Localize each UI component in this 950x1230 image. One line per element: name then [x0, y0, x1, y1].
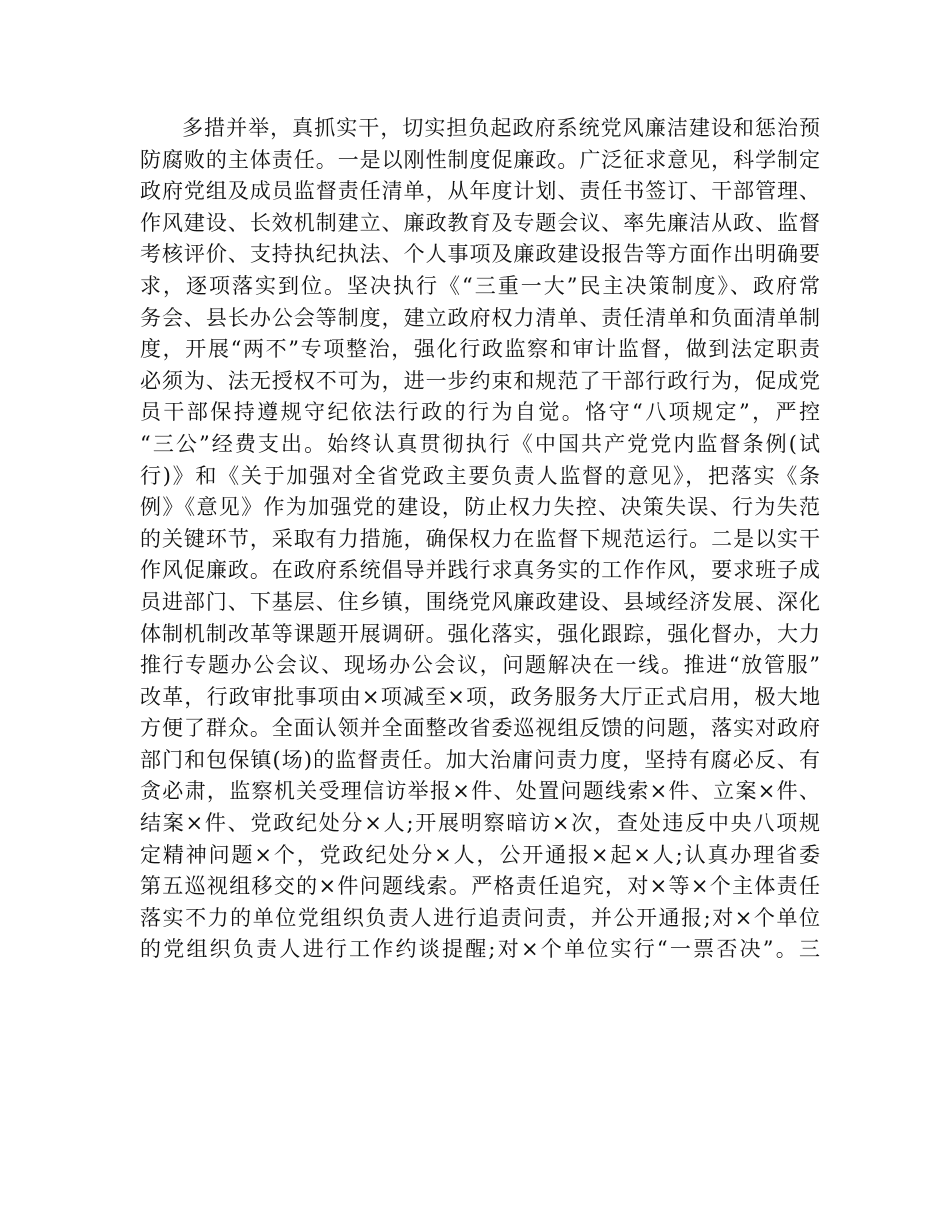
text-line: 考核评价、支持执纪执法、个人事项及廉政建设报告等方面作出明确要: [140, 242, 820, 267]
text-line: 例》《意见》作为加强党的建设，防止权力失控、决策失误、行为失范: [140, 495, 820, 520]
text-line: 落实不力的单位党组织负责人进行追责问责，并公开通报;对×个单位: [140, 905, 820, 930]
text-line: 度，开展“两不”专项整治，强化行政监察和审计监督，做到法定职责: [140, 337, 820, 362]
text-line: 方便了群众。全面认领并全面整改省委巡视组反馈的问题，落实对政府: [140, 716, 820, 741]
text-line: 第五巡视组移交的×件问题线索。严格责任追究，对×等×个主体责任: [140, 874, 820, 899]
text-line: 推行专题办公会议、现场办公会议，问题解决在一线。推进“放管服”: [140, 653, 820, 678]
text-line: 员干部保持遵规守纪依法行政的行为自觉。恪守“八项规定”，严控: [140, 400, 820, 425]
text-line: 作风促廉政。在政府系统倡导并践行求真务实的工作作风，要求班子成: [140, 558, 820, 583]
text-line: 结案×件、党政纪处分×人;开展明察暗访×次，查处违反中央八项规: [140, 811, 820, 836]
text-line: 防腐败的主体责任。一是以刚性制度促廉政。广泛征求意见，科学制定: [140, 147, 820, 172]
text-line: “三公”经费支出。始终认真贯彻执行《中国共产党党内监督条例(试: [140, 431, 820, 456]
text-line: 的党组织负责人进行工作约谈提醒;对×个单位实行“一票否决”。三: [140, 937, 820, 962]
text-line: 必须为、法无授权不可为，进一步约束和规范了干部行政行为，促成党: [140, 368, 820, 393]
text-line: 部门和包保镇(场)的监督责任。加大治庸问责力度，坚持有腐必反、有: [140, 747, 820, 772]
text-line: 行)》和《关于加强对全省党政主要负责人监督的意见》，把落实《条: [140, 463, 820, 488]
text-line: 定精神问题×个，党政纪处分×人，公开通报×起×人;认真办理省委: [140, 842, 820, 867]
text-line: 贪必肃，监察机关受理信访举报×件、处置问题线索×件、立案×件、: [140, 779, 820, 804]
text-line: 多措并举，真抓实干，切实担负起政府系统党风廉洁建设和惩治预: [182, 116, 820, 140]
text-line: 务会、县长办公会等制度，建立政府权力清单、责任清单和负面清单制: [140, 305, 820, 330]
text-line: 作风建设、长效机制建立、廉政教育及专题会议、率先廉洁从政、监督: [140, 210, 820, 235]
text-line: 政府党组及成员监督责任清单，从年度计划、责任书签订、干部管理、: [140, 179, 820, 204]
text-line: 员进部门、下基层、住乡镇，围绕党风廉政建设、县域经济发展、深化: [140, 589, 820, 614]
text-line: 改革，行政审批事项由×项减至×项，政务服务大厅正式启用，极大地: [140, 684, 820, 709]
document-body: [140, 113, 820, 966]
text-line: 体制机制改革等课题开展调研。强化落实，强化跟踪，强化督办，大力: [140, 621, 820, 646]
text-line: 求，逐项落实到位。坚决执行《“三重一大”民主决策制度》、政府常: [140, 273, 820, 298]
text-line: 的关键环节，采取有力措施，确保权力在监督下规范运行。二是以实干: [140, 526, 820, 551]
